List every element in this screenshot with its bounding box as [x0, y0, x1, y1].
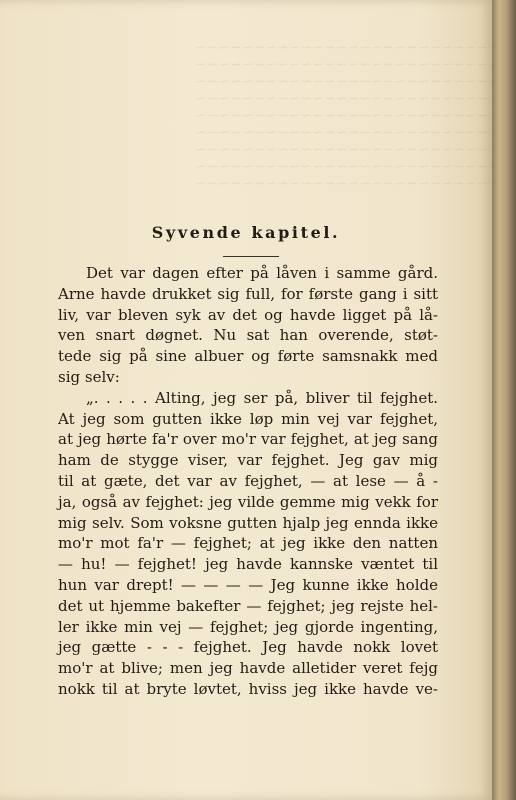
- show-through-text: ~~~~~~~~~~~~~~~~~~~~~~~~~~ ~~~~~~~~~~~~~~~~~~~~~~~~~~ ~~~~~~~~~~~~~~~~~~~~~~~~~~ ~~~~~~~~~~~~~~~~~~~~~~~~~~ ~~~~~~~~~~~~~~~~~~~~~~~~~~ ~~~~~~~~~~~~~~~~~~~~~~~~~~ ~~~~~~~~~~~~~~~~~~~~~~~~~~ ~~~~~~~~~~~~~~~~~~~~~~~~~~ ~~~~~~~~~~~~~~~~~~~~~~~~~~: [195, 40, 500, 192]
- text-line: Det var dagen efter på låven i samme gård.: [86, 264, 438, 282]
- page-edge: [492, 0, 516, 800]
- text-line: ja, også av fejghet: jeg vilde gemme mig vekk for: [58, 492, 438, 511]
- text-line: at jeg hørte fa'r over mo'r var fejghet, at jeg sang: [58, 430, 438, 449]
- text-line: „. . . . . Alting, jeg ser på, bliver til fejghet.: [86, 388, 438, 407]
- text-line: ler ikke min vej — fejghet; jeg gjorde ingenting,: [58, 617, 438, 636]
- body-text: [58, 263, 438, 700]
- title-divider: [223, 256, 279, 257]
- text-line: ven snart døgnet. Nu sat han overende, støt-: [58, 326, 438, 345]
- text-line: jeg gætte - - - fejghet. Jeg havde nokk lovet: [58, 638, 438, 657]
- text-line: — hu! — fejghet! jeg havde kannske væntet til: [58, 555, 438, 574]
- text-line: liv, var bleven syk av det og havde ligget på lå-: [58, 305, 438, 324]
- text-line: det ut hjemme bakefter — fejghet; jeg rejste hel-: [58, 596, 438, 615]
- text-line: sig selv:: [58, 367, 120, 386]
- text-line: mo'r mot fa'r — fejghet; at jeg ikke den natten: [58, 534, 438, 553]
- chapter-title: Syvende kapitel.: [151, 223, 341, 242]
- text-line: til at gæte, det var av fejghet, — at lese — å -: [58, 471, 438, 490]
- text-line: nokk til at bryte løvtet, hviss jeg ikke havde ve-: [58, 679, 438, 698]
- text-line: hun var drept! — — — — Jeg kunne ikke holde: [58, 575, 438, 594]
- text-line: tede sig på sine albuer og førte samsnakk med: [58, 347, 438, 366]
- text-line: Arne havde drukket sig full, for første gang i sitt: [58, 284, 438, 303]
- text-line: mo'r at blive; men jeg havde alletider veret fejg: [58, 659, 438, 678]
- text-line: mig selv. Som voksne gutten hjalp jeg ennda ikke: [58, 513, 438, 532]
- text-line: At jeg som gutten ikke løp min vej var fejghet,: [58, 409, 438, 428]
- text-line: ham de stygge viser, var fejghet. Jeg gav mig: [58, 451, 438, 470]
